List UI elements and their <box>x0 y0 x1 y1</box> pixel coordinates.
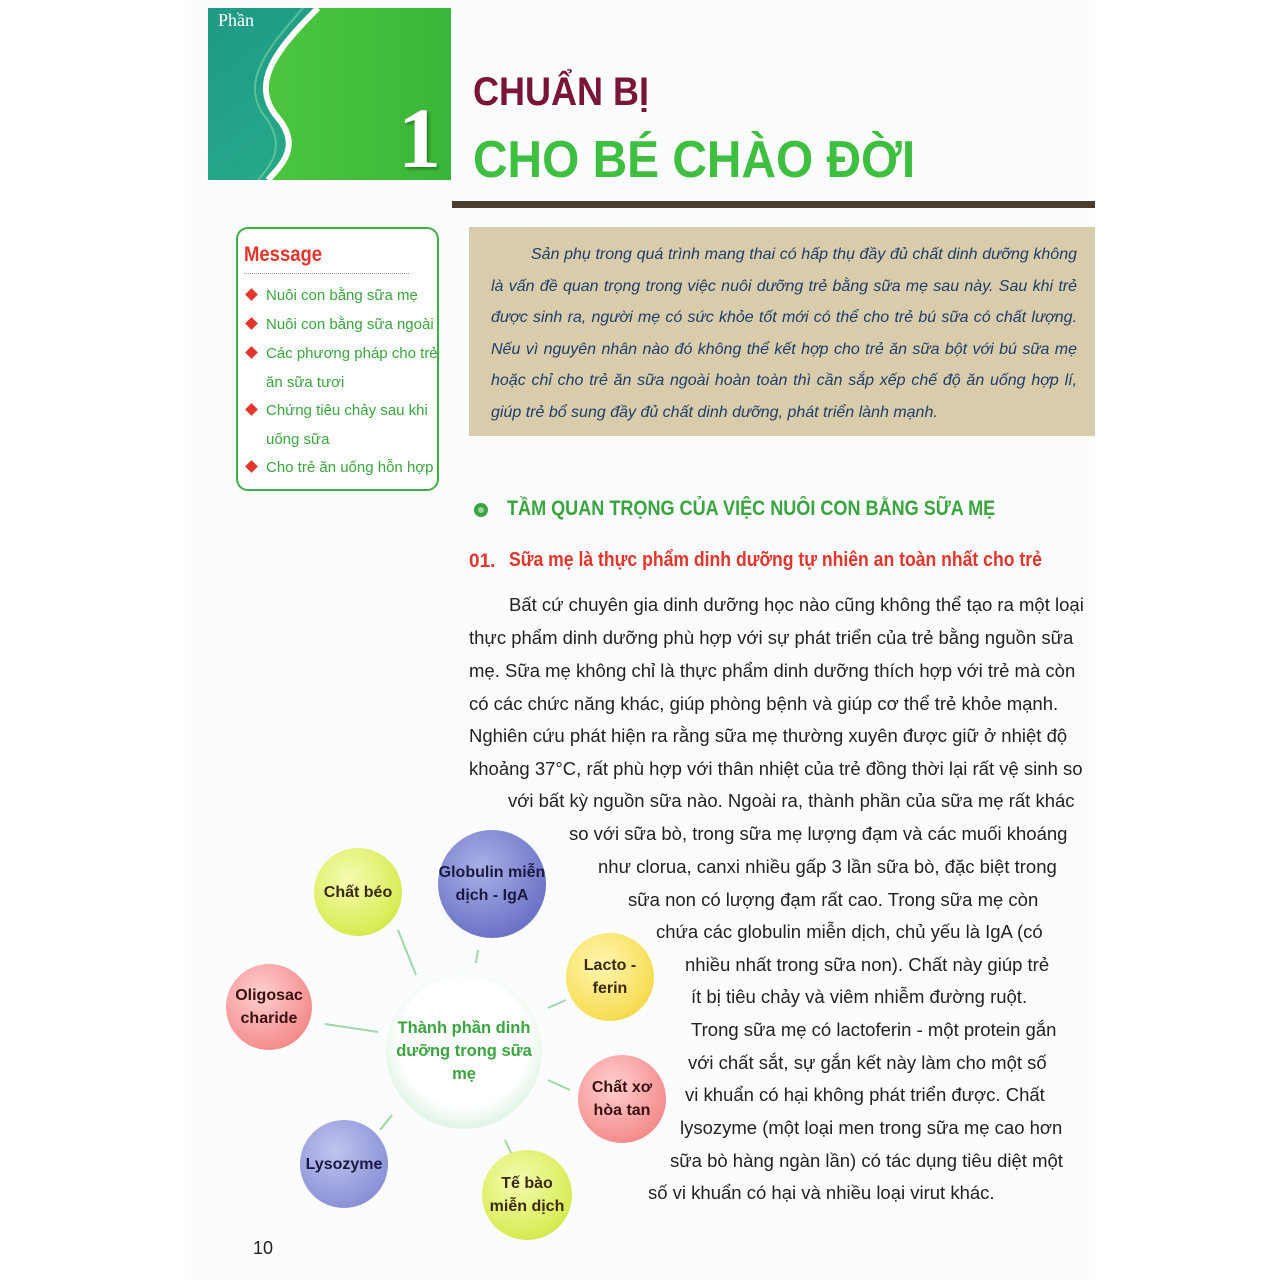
message-item: Cho trẻ ăn uống hỗn hợp <box>244 453 439 482</box>
diagram-node-oligosaccharide: Oligosac charide <box>226 964 312 1050</box>
page-number: 10 <box>253 1238 274 1258</box>
part-number: 1 <box>398 90 441 186</box>
flower-bullet-icon <box>473 502 489 518</box>
body-line: nhiều nhất trong sữa non). Chất này giúp trẻ <box>685 954 1050 975</box>
body-line: vi khuẩn có hại không phát triển được. Chất <box>685 1084 1045 1105</box>
diagram-node-immune-cells: Tế bào miễn dịch <box>482 1150 572 1240</box>
message-item: Chứng tiêu chảy sau khi uống sữa <box>244 396 439 454</box>
body-line: khoảng 37°C, rất phù hợp với thân nhiệt của trẻ đồng thời lại rất vệ sinh so <box>469 758 1083 779</box>
body-line: lysozyme (một loại men trong sữa mẹ cao hơn <box>680 1117 1063 1138</box>
diagram-node-globulin: Globulin miễn dịch - IgA <box>438 830 546 938</box>
diagram-node-lysozyme: Lysozyme <box>300 1120 388 1208</box>
header-divider <box>452 201 1095 208</box>
chapter-title-line2: CHO BÉ CHÀO ĐỜI <box>473 131 916 189</box>
message-item: Nuôi con bằng sữa mẹ <box>244 281 439 310</box>
body-line: thực phẩm dinh dưỡng phù hợp với sự phát triển của trẻ bằng nguồn sữa <box>469 627 1074 648</box>
intro-text: Sản phụ trong quá trình mang thai có hấp thụ đầy đủ chất dinh dưỡng không là vấn đề quan trọng trong việc nuôi dưỡng trẻ bằng sữa mẹ sau này. Sau khi trẻ được sinh ra, người mẹ có sức khỏe tốt mới có thể cho trẻ bú sữa có chất lượng. Nếu vì nguyên nhân nào đó không thể kết hợp cho trẻ ăn sữa bột với bú sữa mẹ hoặc chỉ cho trẻ ăn sữa ngoài hoàn toàn thì cần sắp xếp chế độ ăn uống hợp lí, giúp trẻ bổ sung đầy đủ chất dinh dưỡng, phát triển lành mạnh. <box>491 246 1078 421</box>
body-line: Bất cứ chuyên gia dinh dưỡng học nào cũng không thể tạo ra một loại <box>509 594 1084 615</box>
diagram-node-fat: Chất béo <box>314 848 402 936</box>
diagram-node-lactoferin: Lacto - ferin <box>566 933 654 1021</box>
body-line: chứa các globulin miễn dịch, chủ yếu là IgA (có <box>656 921 1043 942</box>
body-line: Trong sữa mẹ có lactoferin - một protein gắn <box>691 1019 1057 1040</box>
subsection-number: 01. <box>469 551 496 572</box>
body-line: số vi khuẩn có hại và nhiều loại virut khác. <box>648 1182 995 1203</box>
body-line: với bất kỳ nguồn sữa nào. Ngoài ra, thành phần của sữa mẹ rất khác <box>508 790 1075 811</box>
body-line: sữa bò hàng ngàn lần) có tác dụng tiêu diệt một <box>670 1150 1063 1171</box>
body-line: mẹ. Sữa mẹ không chỉ là thực phẩm dinh dưỡng thích hợp với trẻ mà còn <box>469 660 1076 681</box>
diagram-node-fiber: Chất xơ hòa tan <box>578 1055 666 1143</box>
body-line: với chất sắt, sự gắn kết này làm cho một số <box>688 1052 1047 1073</box>
part-label: Phần <box>218 10 254 30</box>
chapter-title-line1: CHUẨN BỊ <box>473 70 649 114</box>
body-line: sữa non có lượng đạm rất cao. Trong sữa mẹ còn <box>628 889 1039 910</box>
section-heading: TẦM QUAN TRỌNG CỦA VIỆC NUÔI CON BẰNG SỮA MẸ <box>507 497 996 520</box>
diagram-center-node: Thành phần dinh dưỡng trong sữa mẹ <box>386 973 542 1129</box>
body-line: như clorua, canxi nhiều gấp 3 lần sữa bò, đặc biệt trong <box>598 856 1057 877</box>
body-line: so với sữa bò, trong sữa mẹ lượng đạm và các muối khoáng <box>569 823 1068 844</box>
message-item: Các phương pháp cho trẻ ăn sữa tươi <box>244 339 439 397</box>
subsection-title: Sữa mẹ là thực phẩm dinh dưỡng tự nhiên an toàn nhất cho trẻ <box>509 549 1042 571</box>
body-line: ít bị tiêu chảy và viêm nhiễm đường ruột. <box>691 986 1028 1007</box>
body-line: có các chức năng khác, giúp phòng bệnh và giúp cơ thể trẻ khỏe mạnh. <box>469 693 1059 714</box>
message-box <box>236 227 439 491</box>
message-divider <box>244 273 409 274</box>
message-title: Message <box>244 243 323 266</box>
intro-box <box>469 227 1095 436</box>
message-item: Nuôi con bằng sữa ngoài <box>244 310 439 339</box>
body-line: Nghiên cứu phát hiện ra rằng sữa mẹ thường xuyên được giữ ở nhiệt độ <box>469 725 1068 746</box>
